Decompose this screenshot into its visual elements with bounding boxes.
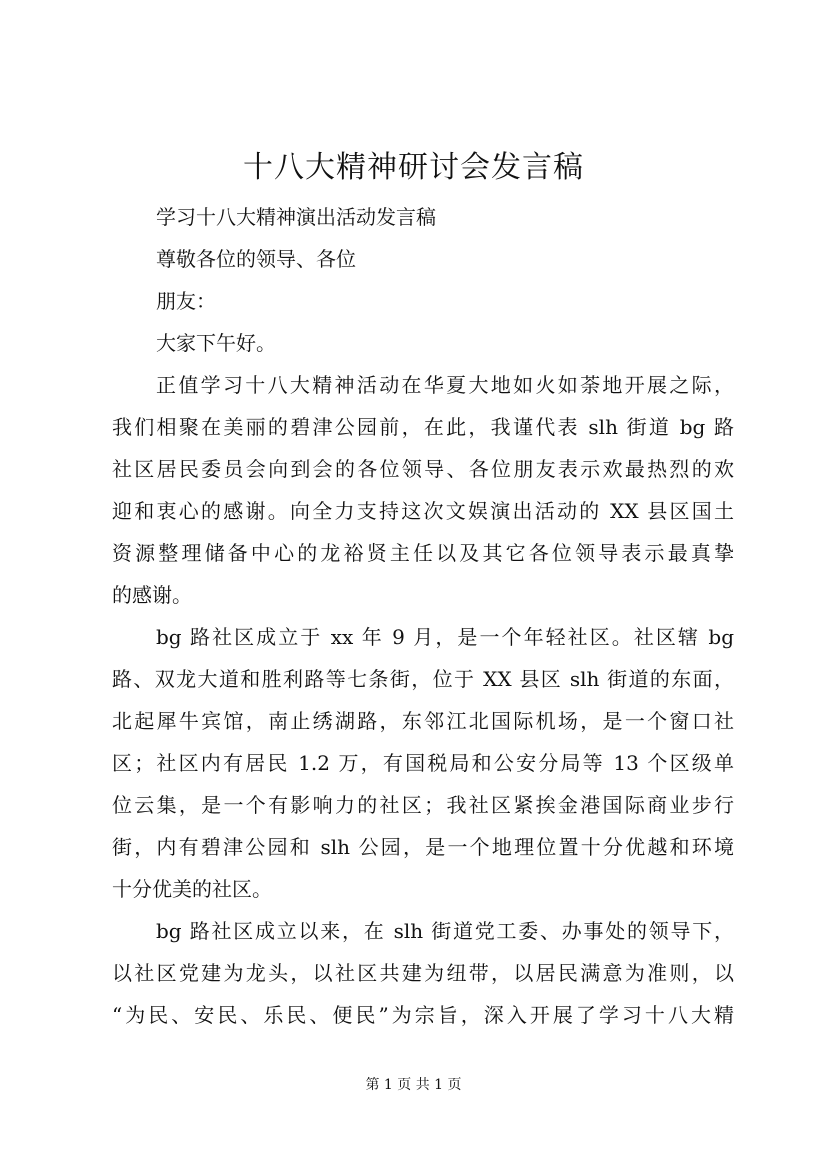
text-line: 迎和衷心的感谢。向全力支持这次文娱演出活动的 XX 县区国土 xyxy=(112,499,734,523)
text-line: 北起犀牛宾馆，南止绣湖路，东邻江北国际机场，是一个窗口社 xyxy=(112,709,734,733)
text-line: 位云集，是一个有影响力的社区；我社区紧挨金港国际商业步行 xyxy=(112,793,734,817)
text-line: 我们相聚在美丽的碧津公园前，在此，我谨代表 slh 街道 bg 路 xyxy=(112,415,734,439)
text-line: 社区居民委员会向到会的各位领导、各位朋友表示欢最热烈的欢 xyxy=(112,457,734,481)
text-line: 正值学习十八大精神活动在华夏大地如火如荼地开展之际， xyxy=(156,373,734,397)
text-line: “为民、安民、乐民、便民”为宗旨，深入开展了学习十八大精 xyxy=(112,1003,734,1027)
page-footer: 第 1 页 共 1 页 xyxy=(365,1077,462,1093)
text-line: 大家下午好。 xyxy=(156,331,276,355)
text-line: bg 路社区成立以来，在 slh 街道党工委、办事处的领导下， xyxy=(156,919,734,943)
text-line: 的感谢。 xyxy=(112,583,192,607)
document-title: 十八大精神研讨会发言稿 xyxy=(243,150,584,185)
text-line: 学习十八大精神演出活动发言稿 xyxy=(156,205,436,229)
document-body xyxy=(112,196,734,1036)
text-line: 街，内有碧津公园和 slh 公园，是一个地理位置十分优越和环境 xyxy=(112,835,734,859)
text-line: 区；社区内有居民 1.2 万，有国税局和公安分局等 13 个区级单 xyxy=(112,751,734,775)
text-line: 朋友： xyxy=(156,289,216,313)
text-line: 十分优美的社区。 xyxy=(112,877,272,901)
text-line: bg 路社区成立于 xx 年 9 月，是一个年轻社区。社区辖 bg xyxy=(156,625,734,649)
text-line: 资源整理储备中心的龙裕贤主任以及其它各位领导表示最真挚 xyxy=(112,541,734,565)
text-line: 路、双龙大道和胜利路等七条街，位于 XX 县区 slh 街道的东面， xyxy=(112,667,734,691)
text-line: 尊敬各位的领导、各位 xyxy=(156,247,356,271)
text-line: 以社区党建为龙头，以社区共建为纽带，以居民满意为准则，以 xyxy=(112,961,734,985)
